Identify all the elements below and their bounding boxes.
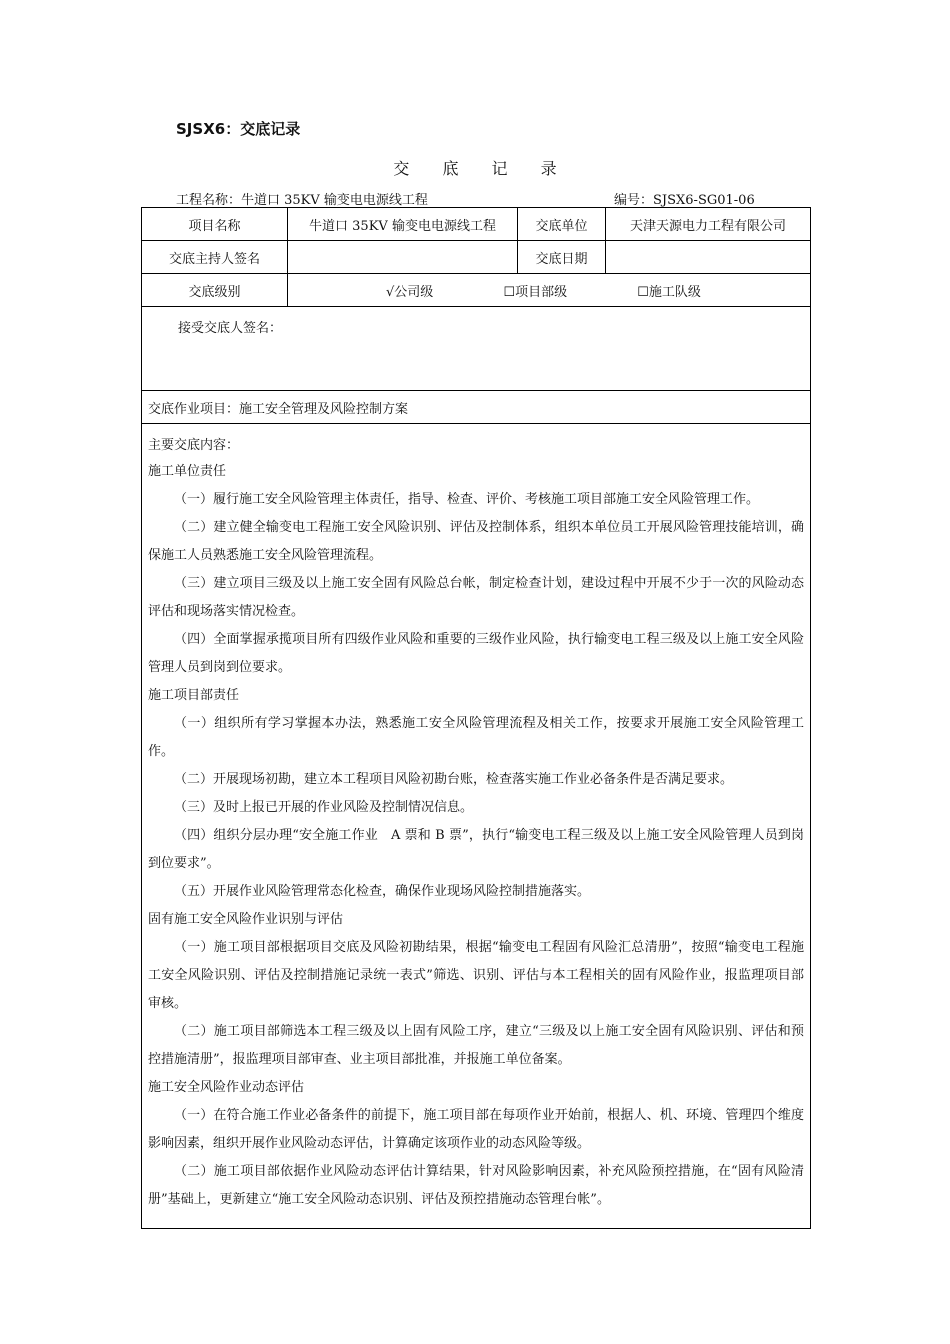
briefing-date-label: 交底日期 (518, 241, 606, 274)
section-item: （一）履行施工安全风险管理主体责任，指导、检查、评价、考核施工项目部施工安全风险管理工作。 (174, 492, 760, 507)
section-heading: 施工安全风险作业动态评估 (148, 1080, 305, 1095)
project-name-value: 牛道口 35KV 输变电电源线工程 (288, 208, 518, 241)
section-item: （一）组织所有学习掌握本办法，熟悉施工安全风险管理流程及相关工作，按要求开展施工安全风险管理工作。 (148, 716, 804, 759)
section-item: （二）建立健全输变电工程施工安全风险识别、评估及控制体系，组织本单位员工开展风险管理技能培训，确保施工人员熟悉施工安全风险管理流程。 (148, 520, 804, 563)
project-name-line: 工程名称：牛道口 35KV 输变电电源线工程 (176, 193, 428, 208)
host-signature-field[interactable] (288, 241, 518, 274)
host-signature-label: 交底主持人签名 (142, 241, 288, 274)
content-intro: 主要交底内容： (148, 438, 240, 453)
section-item: （三）及时上报已开展的作业风险及控制情况信息。 (174, 800, 474, 815)
signers-cell[interactable] (142, 307, 811, 391)
section-item: （一）施工项目部根据项目交底及风险初勘结果，根据“输变电工程固有风险汇总清册”，按照“输变电工程施工安全风险识别、评估及控制措施记录统一表式”筛选、识别、评估与本工程相关的固有风险作业，报监理项目部审核。 (148, 940, 804, 1011)
section-heading: 固有施工安全风险作业识别与评估 (148, 912, 344, 927)
table-row-signers (142, 307, 811, 391)
project-name-label: 项目名称 (142, 208, 288, 241)
section-item: （二）施工项目部筛选本工程三级及以上固有风险工序，建立“三级及以上施工安全固有风险识别、评估和预控措施清册”，报监理项目部审查、业主项目部批准，并报施工单位备案。 (148, 1024, 804, 1067)
table-row-task (142, 391, 811, 424)
briefing-content (142, 424, 811, 1229)
table-row-project (142, 208, 811, 241)
briefing-task: 交底作业项目：施工安全管理及风险控制方案 (142, 391, 811, 424)
table-row-host (142, 241, 811, 274)
briefing-level-options (288, 274, 811, 307)
table-row-content (142, 424, 811, 1229)
section-item: （四）组织分层办理“安全施工作业 A 票和 B 票”，执行“输变电工程三级及以上施工安全风险管理人员到岗到位要求”。 (148, 828, 804, 871)
briefing-unit-value: 天津天源电力工程有限公司 (606, 208, 811, 241)
section-item: （五）开展作业风险管理常态化检查，确保作业现场风险控制措施落实。 (174, 884, 591, 899)
signers-label: 接受交底人签名： (178, 321, 283, 336)
serial-number: 编号：SJSX6-SG01-06 (614, 193, 755, 208)
section-heading: 施工单位责任 (148, 464, 227, 479)
section-item: （一）在符合施工作业必备条件的前提下，施工项目部在每项作业开始前，根据人、机、环境、管理四个维度影响因素，组织开展作业风险动态评估，计算确定该项作业的动态风险等级。 (148, 1108, 804, 1151)
level-option-construction-team[interactable]: ☐施工队级 (637, 284, 701, 300)
section-item: （二）开展现场初勘，建立本工程项目风险初勘台账，检查落实施工作业必备条件是否满足要求。 (174, 772, 734, 787)
table-row-level (142, 274, 811, 307)
section-item: （二）施工项目部依据作业风险动态评估计算结果，针对风险影响因素，补充风险预控措施，在“固有风险清册”基础上，更新建立“施工安全风险动态识别、评估及预控措施动态管理台帐”。 (148, 1164, 804, 1207)
section-item: （四）全面掌握承揽项目所有四级作业风险和重要的三级作业风险，执行输变电工程三级及以上施工安全风险管理人员到岗到位要求。 (148, 632, 804, 675)
briefing-date-field[interactable] (606, 241, 811, 274)
section-item: （三）建立项目三级及以上施工安全固有风险总台帐，制定检查计划，建设过程中开展不少于一次的风险动态评估和现场落实情况检查。 (148, 576, 804, 619)
section-heading: 施工项目部责任 (148, 688, 240, 703)
level-option-company[interactable]: √公司级 (386, 284, 434, 300)
level-option-project-dept[interactable]: ☐项目部级 (503, 284, 568, 300)
record-table (141, 207, 811, 1229)
briefing-level-label: 交底级别 (142, 274, 288, 307)
page-title: 交 底 记 录 (393, 159, 571, 178)
briefing-unit-label: 交底单位 (518, 208, 606, 241)
document-code-title: SJSX6：交底记录 (176, 120, 301, 138)
